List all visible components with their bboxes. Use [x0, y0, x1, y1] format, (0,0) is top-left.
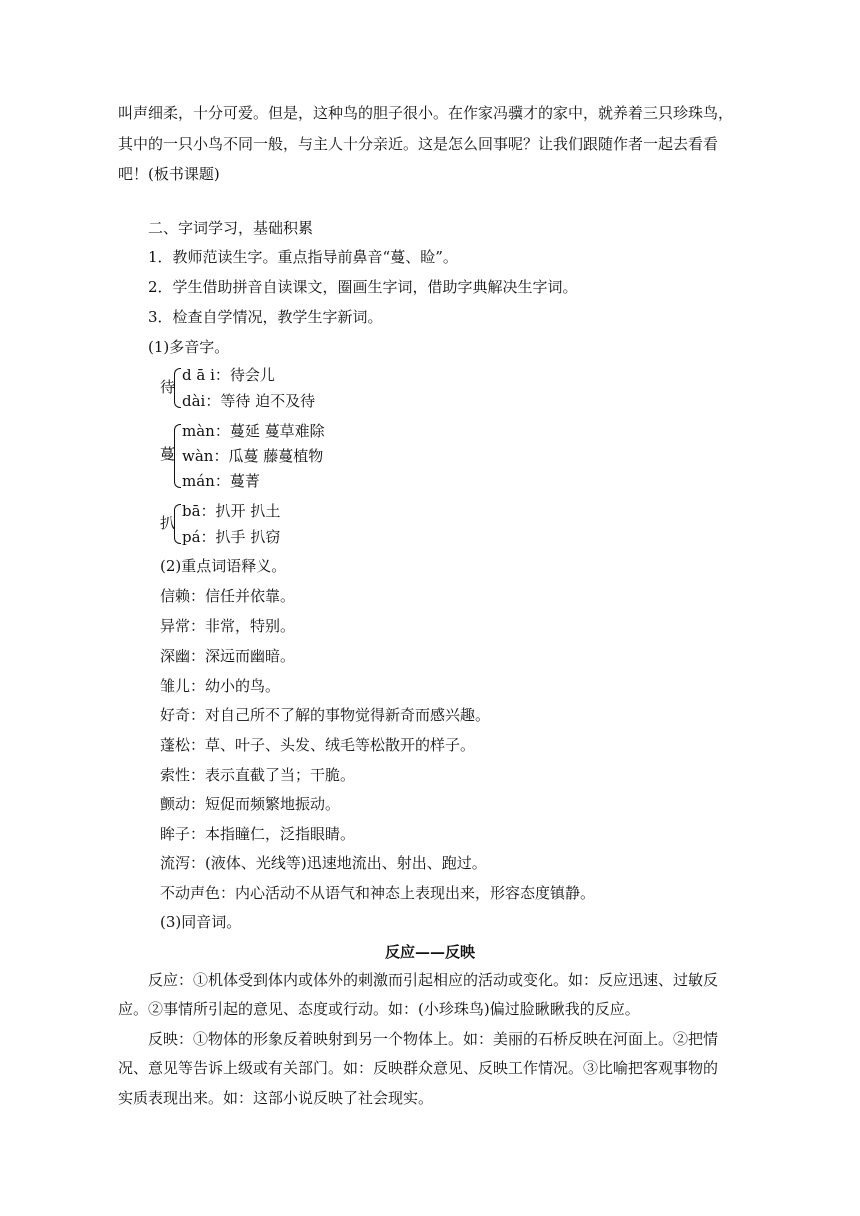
vocab-item: 流泻：(液体、光线等)迅速地流出、射出、跑过。	[160, 854, 487, 872]
intro-line-2: 其中的一只小鸟不同一般，与主人十分亲近。这是怎么回事呢？让我们跟随作者一起去看看	[118, 135, 719, 153]
brace	[174, 368, 181, 408]
polyphone-char: 待	[160, 378, 176, 396]
vocab-item: 不动声色：内心活动不从语气和神态上表现出来，形容态度镇静。	[160, 884, 596, 902]
homophone-line: 况、意见等告诉上级或有关部门。如：反映群众意见、反映工作情况。③比喻把客观事物的	[118, 1059, 719, 1077]
vocab-title: (2)重点词语释义。	[160, 557, 287, 575]
intro-line-1: 叫声细柔，十分可爱。但是，这种鸟的胆子很小。在作家冯骥才的家中，就养着三只珍珠鸟，	[118, 104, 734, 122]
homophone-line: 实质表现出来。如：这部小说反映了社会现实。	[118, 1089, 434, 1107]
polyphone-reading: d ā i：待会儿	[182, 366, 275, 384]
brace	[174, 504, 181, 544]
vocab-item: 雏儿：幼小的鸟。	[160, 677, 281, 695]
polyphone-reading: wàn：瓜蔓 藤蔓植物	[182, 447, 324, 465]
vocab-item: 信赖：信任并依靠。	[160, 587, 296, 605]
homophone-title: (3)同音词。	[160, 913, 242, 931]
step-1: 1．教师范读生字。重点指导前鼻音“蔓、睑”。	[148, 248, 458, 266]
polyphone-reading: mán：蔓菁	[182, 472, 260, 490]
vocab-item: 索性：表示直截了当；干脆。	[160, 766, 356, 784]
section-heading: 二、字词学习，基础积累	[148, 219, 314, 237]
vocab-item: 蓬松：草、叶子、头发、绒毛等松散开的样子。	[160, 736, 476, 754]
intro-line-3: 吧！(板书课题)	[118, 165, 220, 183]
homophone-line: 应。②事情所引起的意见、态度或行动。如：(小珍珠鸟)偏过脸瞅瞅我的反应。	[118, 1000, 640, 1018]
brace	[174, 424, 181, 488]
polyphone-char: 蔓	[160, 445, 176, 463]
vocab-item: 异常：非常，特别。	[160, 617, 296, 635]
vocab-item: 好奇：对自己所不了解的事物觉得新奇而感兴趣。	[160, 706, 491, 724]
vocab-item: 眸子：本指瞳仁，泛指眼睛。	[160, 825, 356, 843]
polyphone-char: 扒	[160, 514, 176, 532]
homophone-heading: 反应——反映	[384, 943, 475, 961]
vocab-item: 深幽：深远而幽暗。	[160, 647, 296, 665]
polyphone-reading: bā：扒开 扒土	[182, 502, 281, 520]
homophone-line: 反映：①物体的形象反着映射到另一个物体上。如：美丽的石桥反映在河面上。②把情	[148, 1030, 719, 1048]
polyphone-title: (1)多音字。	[148, 338, 230, 356]
homophone-line: 反应：①机体受到体内或体外的刺激而引起相应的活动或变化。如：反应迅速、过敏反	[148, 971, 719, 989]
step-2: 2．学生借助拼音自读课文，圈画生字词，借助字典解决生字词。	[148, 278, 578, 296]
polyphone-reading: pá：扒手 扒窃	[182, 528, 281, 546]
step-3: 3．检查自学情况，教学生字新词。	[148, 308, 383, 326]
polyphone-reading: màn：蔓延 蔓草难除	[182, 422, 325, 440]
polyphone-reading: dài：等待 迫不及待	[182, 392, 316, 410]
vocab-item: 颤动：短促而频繁地振动。	[160, 795, 341, 813]
